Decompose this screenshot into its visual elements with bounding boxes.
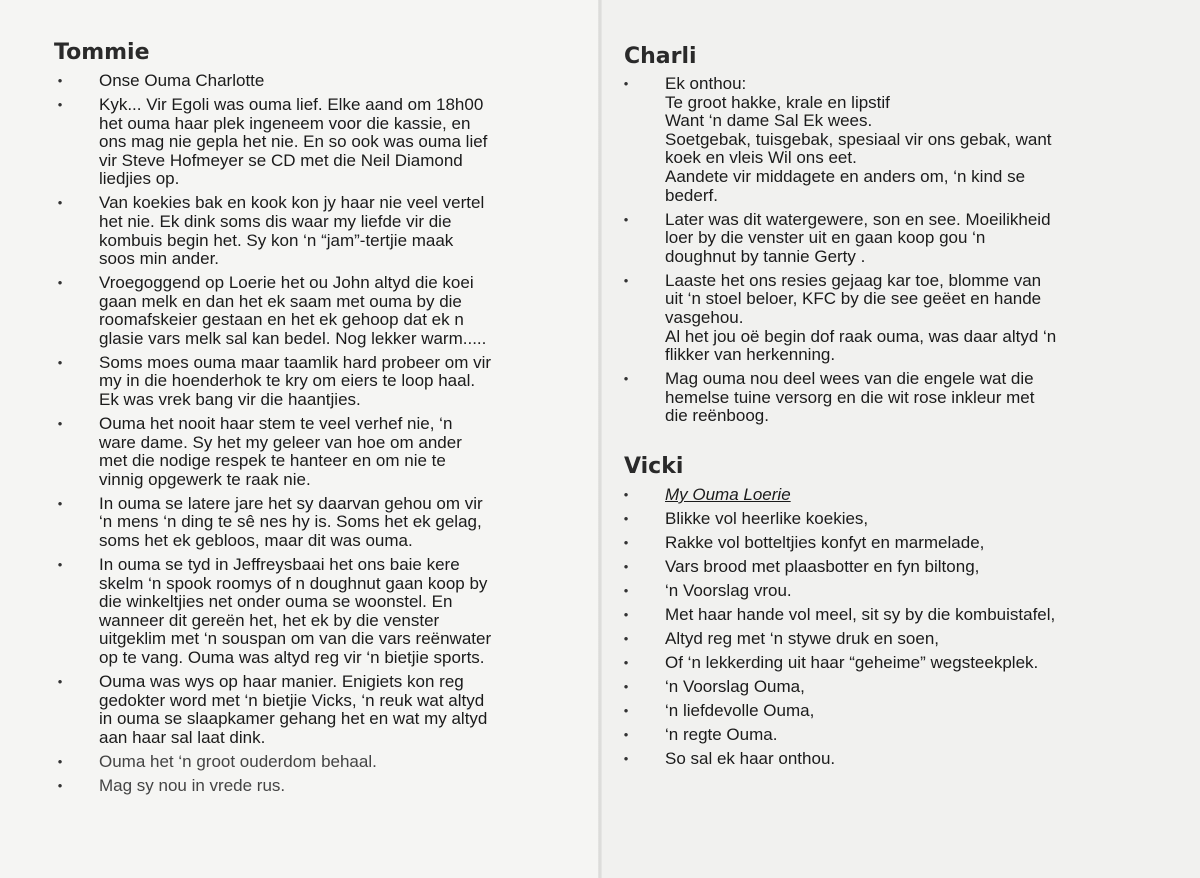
bullet-icon: • <box>57 195 63 211</box>
charli-heading: Charli <box>624 44 697 69</box>
bullet-icon: • <box>57 73 63 88</box>
bullet-icon: • <box>623 534 629 550</box>
list-item: • In ouma se tyd in Jeffreysbaai het ons baie kere skelm ‘n spook roomys of n doughnut gaan koop by die winkeltjies net onder ouma se woonstel. En wanneer dit gereën het, het ek by die venster uitgeklim met ‘n souspan om van die vars reënwater op te vang. Ouma was altyd reg vir ‘n bietjie sports. <box>54 556 590 668</box>
tommie-list <box>54 72 590 801</box>
list-item: • ‘n liefdevolle Ouma, <box>620 702 1180 721</box>
list-item: • Laaste het ons resies gejaag kar toe, blomme van uit ‘n stoel beloer, KFC by die see geëet en hande vasgehou. Al het jou oë begin dof raak ouma, was daar altyd ‘n flikker van herkenning. <box>620 272 1180 365</box>
bullet-icon: • <box>57 416 63 432</box>
list-item <box>620 486 1180 505</box>
list-item: • Vars brood met plaasbotter en fyn biltong, <box>620 558 1180 577</box>
bullet-icon: • <box>623 371 629 387</box>
list-item: • In ouma se latere jare het sy daarvan gehou om vir ‘n mens ‘n ding te sê nes hy is. Soms het ek gelag, soms het ek gebloos, maar dit was ouma. <box>54 495 590 551</box>
list-item: • ‘n regte Ouma. <box>620 726 1180 745</box>
list-item: • Ek onthou: Te groot hakke, krale en lipstif Want ‘n dame Sal Ek wees. Soetgebak, tuisgebak, spesiaal vir ons gebak, want koek en vleis Wil ons eet. Aandete vir middagete en anders om, ‘n kind se bederf. <box>620 75 1180 205</box>
bullet-icon: • <box>623 654 629 670</box>
list-item: • Mag sy nou in vrede rus. <box>54 777 590 796</box>
bullet-icon: • <box>623 582 629 598</box>
bullet-icon: • <box>623 487 629 502</box>
bullet-icon: • <box>623 558 629 574</box>
list-item: • Mag ouma nou deel wees van die engele wat die hemelse tuine versorg en die wit rose inkleur met die reënboog. <box>620 370 1180 426</box>
bullet-icon: • <box>623 750 629 766</box>
bullet-icon: • <box>623 211 629 227</box>
list-item: • Vroegoggend op Loerie het ou John altyd die koei gaan melk en dan het ek saam met ouma by die roomafskeier gestaan en het ek gehoop dat ek n glasie vars melk sal kan bedel. Nog lekker warm..... <box>54 274 590 348</box>
bullet-icon: • <box>57 556 63 572</box>
bullet-icon: • <box>623 606 629 622</box>
list-item: • Ouma het nooit haar stem te veel verhef nie, ‘n ware dame. Sy het my geleer van hoe om ander met die nodige respek te hanteer en om nie te vinnig opgewerk te raak nie. <box>54 415 590 489</box>
bullet-icon: • <box>623 76 629 91</box>
list-item: • Altyd reg met ‘n stywe druk en soen, <box>620 630 1180 649</box>
list-item: • Onse Ouma Charlotte <box>54 72 590 91</box>
poem-title: My Ouma Loerie <box>665 485 791 504</box>
list-item: • ‘n Voorslag Ouma, <box>620 678 1180 697</box>
bullet-icon: • <box>623 272 629 288</box>
bullet-icon: • <box>57 96 63 112</box>
bullet-icon: • <box>57 777 63 793</box>
bullet-icon: • <box>623 510 629 526</box>
vicki-heading: Vicki <box>624 454 684 479</box>
list-item: • Rakke vol botteltjies konfyt en marmelade, <box>620 534 1180 553</box>
bullet-icon: • <box>623 630 629 646</box>
bullet-icon: • <box>57 753 63 769</box>
page-fold <box>598 0 602 878</box>
list-item: • So sal ek haar onthou. <box>620 750 1180 769</box>
list-item: • Blikke vol heerlike koekies, <box>620 510 1180 529</box>
list-item: • ‘n Voorslag vrou. <box>620 582 1180 601</box>
bullet-icon: • <box>57 673 63 689</box>
list-item: • Ouma het ‘n groot ouderdom behaal. <box>54 753 590 772</box>
list-item: • Van koekies bak en kook kon jy haar nie veel vertel het nie. Ek dink soms dis waar my liefde vir die kombuis begin het. Sy kon ‘n “jam”-tertjie maak soos min ander. <box>54 194 590 268</box>
tommie-heading: Tommie <box>54 40 150 65</box>
bullet-icon: • <box>57 354 63 370</box>
list-item: • Of ‘n lekkerding uit haar “geheime” wegsteekplek. <box>620 654 1180 673</box>
bullet-icon: • <box>623 726 629 742</box>
list-item: • Kyk... Vir Egoli was ouma lief. Elke aand om 18h00 het ouma haar plek ingeneem voor die kassie, en ons mag nie gepla het nie. En so ook was ouma lief vir Steve Hofmeyer se CD met die Neil Diamond liedjies op. <box>54 96 590 189</box>
bullet-icon: • <box>623 702 629 718</box>
list-item: • Later was dit watergewere, son en see. Moeilikheid loer by die venster uit en gaan koop gou ‘n doughnut by tannie Gerty . <box>620 211 1180 267</box>
list-item: • Ouma was wys op haar manier. Enigiets kon reg gedokter word met ‘n bietjie Vicks, ‘n reuk wat altyd in ouma se slaapkamer gehang het en wat my altyd aan haar sal laat dink. <box>54 673 590 747</box>
list-item: • Soms moes ouma maar taamlik hard probeer om vir my in die hoenderhok te kry om eiers te loop haal. Ek was vrek bang vir die haantjies. <box>54 354 590 410</box>
bullet-icon: • <box>57 495 63 511</box>
list-item: • Met haar hande vol meel, sit sy by die kombuistafel, <box>620 606 1180 625</box>
bullet-icon: • <box>623 678 629 694</box>
vicki-list <box>620 486 1180 774</box>
charli-list <box>620 75 1180 431</box>
bullet-icon: • <box>57 275 63 291</box>
